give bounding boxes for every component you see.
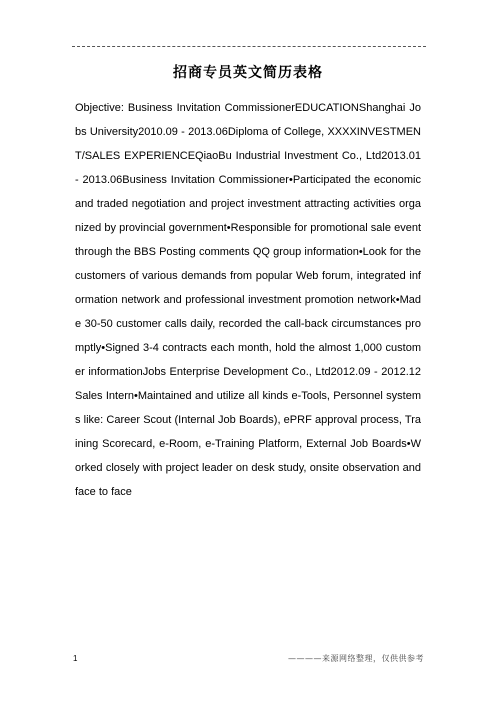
header-divider	[72, 46, 426, 47]
footer-source-note: ————来源网络整理，仅供供参考	[288, 654, 424, 663]
document-title: 招商专员英文简历表格	[173, 65, 323, 81]
resume-body-text: Objective: Business Invitation CommissionerEDUCATIONShanghai Jobs University2010.09 - 2013.06Diploma of College, XXXXINVESTMENT/SALES EXPERIENCEQiaoBu Industrial Investment Co., Ltd2013.01 - 2013.06Business Invitation Commissioner•Participated the economic and traded negotiation and project investment attracting activities organized by provincial government•Responsible for promotional sale event through the BBS Posting comments QQ group information•Look for the customers of various demands from popular Web forum, integrated information network and professional investment promotion network•Made 30-50 customer calls daily, recorded the call-back circumstances promptly•Signed 3-4 contracts each month, hold the almost 1,000 customer informationJobs Enterprise Development Co., Ltd2012.09 - 2012.12Sales Intern•Maintained and utilize all kinds e-Tools, Personnel systems like: Career Scout (Internal Job Boards), ePRF approval process, Training Scorecard, e-Room, e-Training Platform, External Job Boards•Worked closely with project leader on desk study, onsite observation and face to face	[75, 102, 421, 498]
page-number: 1	[73, 654, 78, 663]
